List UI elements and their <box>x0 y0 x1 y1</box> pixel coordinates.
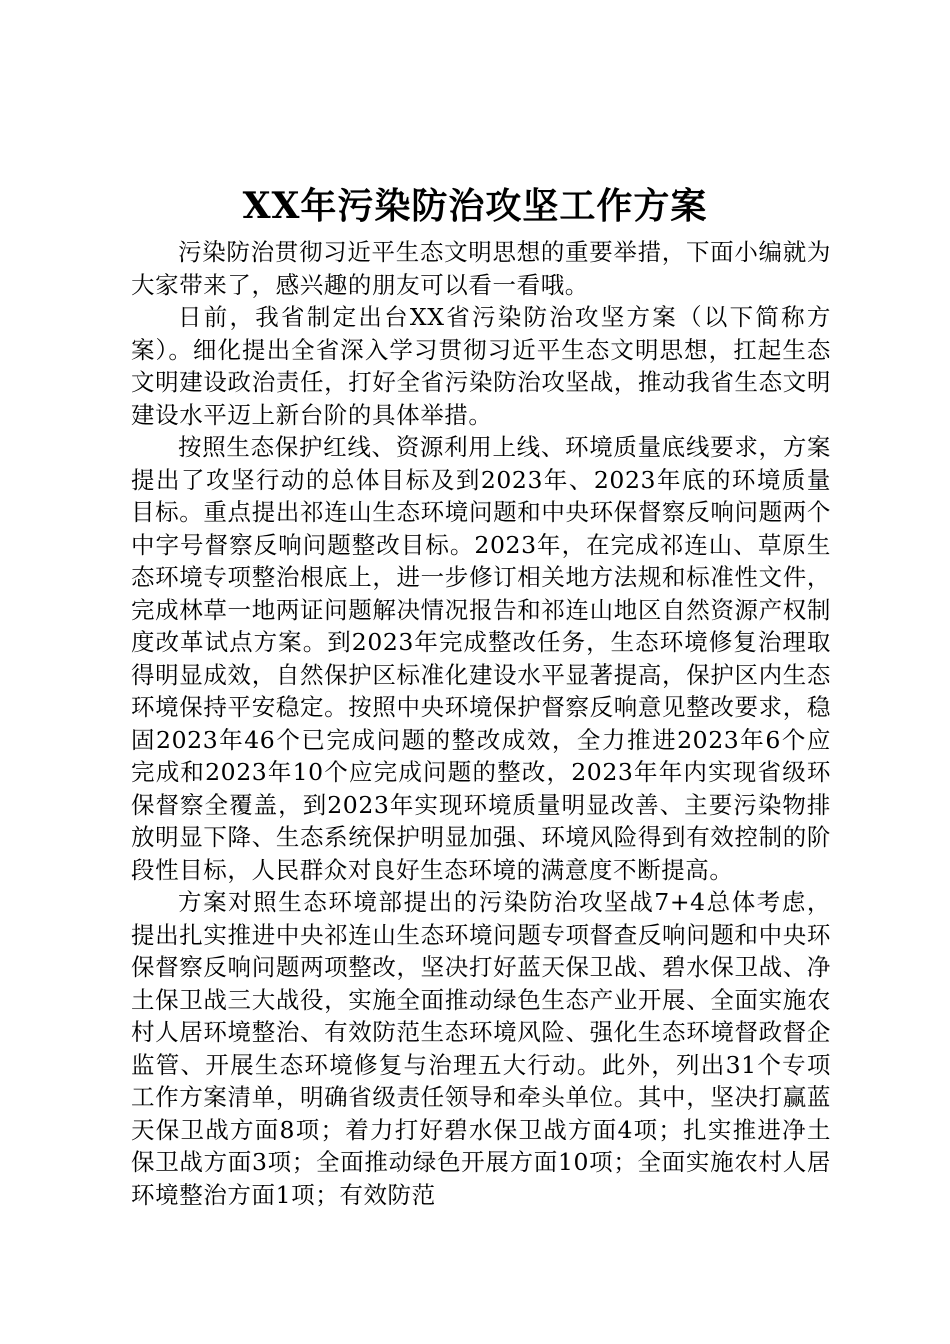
paragraph-targets: 按照生态保护红线、资源利用上线、环境质量底线要求，方案提出了攻坚行动的总体目标及到2023年、2023年底的环境质量目标。重点提出祁连山生态环境问题和中央环保督察反响问题两个中字号督察反响问题整改目标。2023年，在完成祁连山、草原生态环境专项整治根底上，进一步修订相关地方法规和标准性文件，完成林草一地两证问题解决情况报告和祁连山地区自然资源产权制度改革试点方案。到2023年完成整改任务，生态环境修复治理取得明显成效，自然保护区标准化建设水平显著提高，保护区内生态环境保持平安稳定。按照中央环境保护督察反响意见整改要求，稳固2023年46个已完成问题的整改成效，全力推进2023年6个应完成和2023年10个应完成问题的整改，2023年年内实现省级环保督察全覆盖，到2023年实现环境质量明显改善、主要污染物排放明显下降、生态系统保护明显加强、环境风险得到有效控制的阶段性目标，人民群众对良好生态环境的满意度不断提高。 <box>131 433 831 884</box>
document-title: XX年污染防治攻坚工作方案 <box>242 185 708 227</box>
paragraph-actions: 方案对照生态环境部提出的污染防治攻坚战7+4总体考虑，提出扎实推进中央祁连山生态环境问题专项督查反响问题和中央环保督察反响问题两项整改，坚决打好蓝天保卫战、碧水保卫战、净土保卫战三大战役，实施全面推动绿色生态产业开展、全面实施农村人居环境整治、有效防范生态环境风险、强化生态环境督政督企监管、开展生态环境修复与治理五大行动。此外，列出31个专项工作方案清单，明确省级责任领导和牵头单位。其中，坚决打赢蓝天保卫战方面8项；着力打好碧水保卫战方面4项；扎实推进净土保卫战方面3项；全面推动绿色开展方面10项；全面实施农村人居环境整治方面1项；有效防范 <box>131 888 831 1209</box>
document-body <box>131 236 831 1211</box>
paragraph-intro: 污染防治贯彻习近平生态文明思想的重要举措，下面小编就为大家带来了，感兴趣的朋友可以看一看哦。 <box>131 238 831 299</box>
paragraph-announcement: 日前，我省制定出台XX省污染防治攻坚方案（以下简称方案）。细化提出全省深入学习贯彻习近平生态文明思想，扛起生态文明建设政治责任，打好全省污染防治攻坚战，推动我省生态文明建设水平迈上新台阶的具体举措。 <box>131 303 831 429</box>
